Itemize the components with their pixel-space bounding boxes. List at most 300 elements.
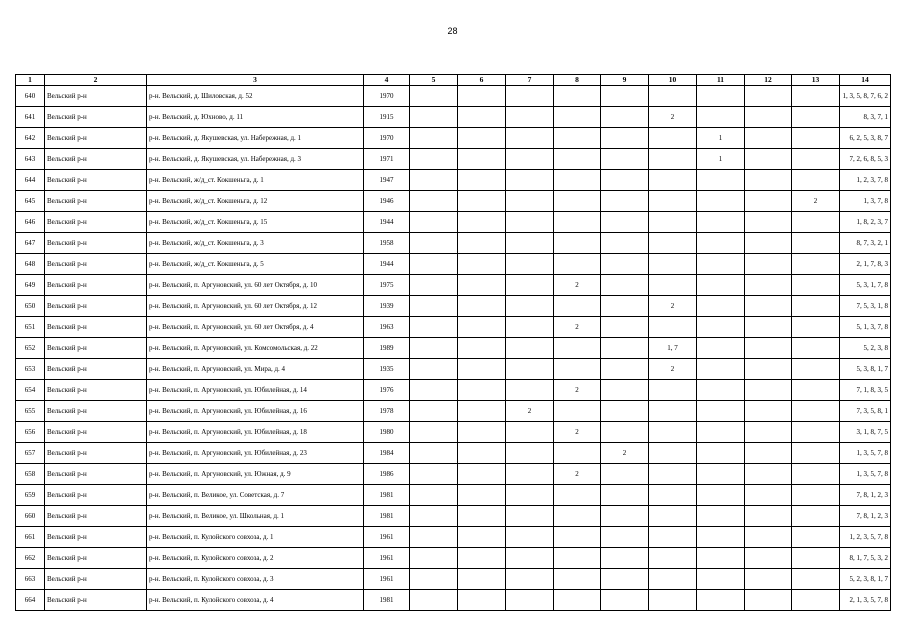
cell-col-5 xyxy=(410,149,458,170)
cell-col-10 xyxy=(649,212,697,233)
cell-district: Вельский р-н xyxy=(45,401,147,422)
cell-col-13 xyxy=(792,485,840,506)
cell-col-9 xyxy=(601,380,649,401)
cell-row-number: 664 xyxy=(16,590,45,611)
cell-district: Вельский р-н xyxy=(45,506,147,527)
cell-col-12 xyxy=(745,527,792,548)
cell-col-13 xyxy=(792,569,840,590)
cell-col-7 xyxy=(506,338,554,359)
cell-col-6 xyxy=(458,149,506,170)
cell-district: Вельский р-н xyxy=(45,86,147,107)
cell-col-13 xyxy=(792,548,840,569)
cell-year: 1970 xyxy=(364,128,410,149)
cell-row-number: 646 xyxy=(16,212,45,233)
cell-col-11 xyxy=(697,506,745,527)
cell-district: Вельский р-н xyxy=(45,527,147,548)
cell-col-12 xyxy=(745,254,792,275)
cell-col-5 xyxy=(410,485,458,506)
cell-address: р-н. Вельский, ж/д_ст. Кокшеньга, д. 5 xyxy=(147,254,364,275)
cell-col-8 xyxy=(554,485,601,506)
cell-col-5 xyxy=(410,86,458,107)
cell-col-6 xyxy=(458,107,506,128)
column-header-14: 14 xyxy=(840,75,891,86)
cell-col-13 xyxy=(792,464,840,485)
cell-col-10 xyxy=(649,254,697,275)
cell-col-6 xyxy=(458,422,506,443)
cell-district: Вельский р-н xyxy=(45,548,147,569)
cell-col-11 xyxy=(697,296,745,317)
cell-year: 1947 xyxy=(364,170,410,191)
cell-col-9 xyxy=(601,107,649,128)
cell-col-5 xyxy=(410,359,458,380)
table-body xyxy=(16,86,891,611)
cell-col-9 xyxy=(601,464,649,485)
cell-col-13 xyxy=(792,506,840,527)
table-row xyxy=(16,359,891,380)
cell-col-14: 5, 2, 3, 8 xyxy=(840,338,891,359)
cell-col-14: 2, 1, 3, 5, 7, 8 xyxy=(840,590,891,611)
cell-col-11 xyxy=(697,548,745,569)
cell-col-8 xyxy=(554,548,601,569)
cell-col-5 xyxy=(410,569,458,590)
cell-address: р-н. Вельский, п. Аргуновский, ул. 60 лет Октября, д. 10 xyxy=(147,275,364,296)
cell-row-number: 663 xyxy=(16,569,45,590)
cell-col-10 xyxy=(649,590,697,611)
cell-col-14: 7, 2, 6, 8, 5, 3 xyxy=(840,149,891,170)
cell-col-6 xyxy=(458,233,506,254)
cell-col-5 xyxy=(410,107,458,128)
cell-col-12 xyxy=(745,485,792,506)
cell-district: Вельский р-н xyxy=(45,212,147,233)
cell-col-6 xyxy=(458,170,506,191)
cell-district: Вельский р-н xyxy=(45,254,147,275)
cell-address: р-н. Вельский, п. Аргуновский, ул. 60 лет Октября, д. 4 xyxy=(147,317,364,338)
cell-col-6 xyxy=(458,128,506,149)
cell-col-9 xyxy=(601,86,649,107)
cell-col-8 xyxy=(554,212,601,233)
cell-col-8 xyxy=(554,401,601,422)
cell-col-8 xyxy=(554,107,601,128)
table-row xyxy=(16,380,891,401)
table-row xyxy=(16,317,891,338)
cell-col-11 xyxy=(697,380,745,401)
cell-col-10 xyxy=(649,317,697,338)
cell-col-13 xyxy=(792,275,840,296)
cell-address: р-н. Вельский, п. Аргуновский, ул. Юбилейная, д. 14 xyxy=(147,380,364,401)
cell-col-7 xyxy=(506,191,554,212)
cell-col-10 xyxy=(649,191,697,212)
header-row xyxy=(16,75,891,86)
cell-year: 1971 xyxy=(364,149,410,170)
cell-col-10 xyxy=(649,569,697,590)
cell-row-number: 647 xyxy=(16,233,45,254)
cell-col-14: 8, 1, 7, 5, 3, 2 xyxy=(840,548,891,569)
cell-col-7 xyxy=(506,296,554,317)
cell-year: 1980 xyxy=(364,422,410,443)
cell-col-7 xyxy=(506,443,554,464)
cell-address: р-н. Вельский, п. Аргуновский, ул. Юбилейная, д. 18 xyxy=(147,422,364,443)
cell-col-12 xyxy=(745,422,792,443)
column-header-4: 4 xyxy=(364,75,410,86)
cell-address: р-н. Вельский, п. Кулойского совхоза, д. 3 xyxy=(147,569,364,590)
cell-col-9 xyxy=(601,422,649,443)
cell-row-number: 654 xyxy=(16,380,45,401)
cell-col-11 xyxy=(697,107,745,128)
cell-col-14: 7, 1, 8, 3, 5 xyxy=(840,380,891,401)
cell-col-11 xyxy=(697,569,745,590)
cell-col-5 xyxy=(410,233,458,254)
cell-col-9 xyxy=(601,338,649,359)
cell-row-number: 652 xyxy=(16,338,45,359)
cell-col-14: 5, 1, 3, 7, 8 xyxy=(840,317,891,338)
cell-col-7: 2 xyxy=(506,401,554,422)
cell-col-9 xyxy=(601,569,649,590)
cell-col-10 xyxy=(649,149,697,170)
cell-col-5 xyxy=(410,296,458,317)
cell-col-5 xyxy=(410,275,458,296)
cell-col-11 xyxy=(697,170,745,191)
table-row xyxy=(16,338,891,359)
cell-row-number: 662 xyxy=(16,548,45,569)
table-row xyxy=(16,128,891,149)
column-header-11: 11 xyxy=(697,75,745,86)
cell-col-11 xyxy=(697,191,745,212)
cell-col-9 xyxy=(601,359,649,380)
cell-col-8 xyxy=(554,443,601,464)
cell-col-13 xyxy=(792,149,840,170)
cell-district: Вельский р-н xyxy=(45,443,147,464)
table-row xyxy=(16,590,891,611)
cell-col-9 xyxy=(601,275,649,296)
cell-address: р-н. Вельский, п. Кулойского совхоза, д. 1 xyxy=(147,527,364,548)
cell-col-11 xyxy=(697,464,745,485)
cell-col-5 xyxy=(410,401,458,422)
cell-col-8: 2 xyxy=(554,317,601,338)
cell-col-14: 2, 1, 7, 8, 3 xyxy=(840,254,891,275)
cell-col-14: 7, 3, 5, 8, 1 xyxy=(840,401,891,422)
cell-col-6 xyxy=(458,380,506,401)
cell-year: 1963 xyxy=(364,317,410,338)
cell-col-9 xyxy=(601,548,649,569)
cell-col-12 xyxy=(745,149,792,170)
cell-district: Вельский р-н xyxy=(45,191,147,212)
cell-district: Вельский р-н xyxy=(45,233,147,254)
cell-col-14: 5, 3, 8, 1, 7 xyxy=(840,359,891,380)
table-row xyxy=(16,443,891,464)
column-header-1: 1 xyxy=(16,75,45,86)
cell-col-7 xyxy=(506,380,554,401)
cell-col-5 xyxy=(410,317,458,338)
cell-address: р-н. Вельский, п. Аргуновский, ул. Южная, д. 9 xyxy=(147,464,364,485)
table-row xyxy=(16,191,891,212)
cell-row-number: 640 xyxy=(16,86,45,107)
cell-col-8 xyxy=(554,590,601,611)
cell-col-10 xyxy=(649,86,697,107)
cell-col-13 xyxy=(792,527,840,548)
table-row xyxy=(16,464,891,485)
cell-col-13: 2 xyxy=(792,191,840,212)
cell-col-11 xyxy=(697,527,745,548)
cell-col-5 xyxy=(410,191,458,212)
cell-col-10 xyxy=(649,548,697,569)
cell-col-7 xyxy=(506,170,554,191)
cell-district: Вельский р-н xyxy=(45,275,147,296)
cell-col-10 xyxy=(649,380,697,401)
cell-col-14: 8, 7, 3, 2, 1 xyxy=(840,233,891,254)
cell-col-11 xyxy=(697,443,745,464)
cell-col-12 xyxy=(745,317,792,338)
cell-col-8 xyxy=(554,296,601,317)
cell-col-10 xyxy=(649,527,697,548)
cell-year: 1981 xyxy=(364,485,410,506)
cell-row-number: 656 xyxy=(16,422,45,443)
cell-col-7 xyxy=(506,317,554,338)
cell-row-number: 653 xyxy=(16,359,45,380)
cell-col-11 xyxy=(697,338,745,359)
cell-col-12 xyxy=(745,401,792,422)
table-row xyxy=(16,233,891,254)
cell-col-13 xyxy=(792,170,840,191)
table-row xyxy=(16,548,891,569)
cell-district: Вельский р-н xyxy=(45,485,147,506)
cell-col-9 xyxy=(601,128,649,149)
cell-col-12 xyxy=(745,338,792,359)
cell-col-10 xyxy=(649,275,697,296)
cell-col-11 xyxy=(697,275,745,296)
cell-col-12 xyxy=(745,191,792,212)
cell-col-11 xyxy=(697,86,745,107)
cell-col-11 xyxy=(697,254,745,275)
cell-address: р-н. Вельский, д. Шиловская, д. 52 xyxy=(147,86,364,107)
cell-col-6 xyxy=(458,86,506,107)
cell-col-13 xyxy=(792,254,840,275)
cell-district: Вельский р-н xyxy=(45,422,147,443)
cell-col-13 xyxy=(792,359,840,380)
cell-col-12 xyxy=(745,275,792,296)
cell-col-7 xyxy=(506,254,554,275)
page-number: 28 xyxy=(447,26,458,36)
cell-col-10 xyxy=(649,422,697,443)
cell-col-5 xyxy=(410,380,458,401)
cell-col-7 xyxy=(506,86,554,107)
cell-col-12 xyxy=(745,107,792,128)
cell-district: Вельский р-н xyxy=(45,296,147,317)
cell-col-14: 8, 3, 7, 1 xyxy=(840,107,891,128)
cell-col-7 xyxy=(506,422,554,443)
cell-col-6 xyxy=(458,212,506,233)
cell-col-5 xyxy=(410,527,458,548)
cell-col-13 xyxy=(792,443,840,464)
column-header-2: 2 xyxy=(45,75,147,86)
cell-address: р-н. Вельский, д. Юхново, д. 11 xyxy=(147,107,364,128)
column-header-6: 6 xyxy=(458,75,506,86)
cell-col-9 xyxy=(601,485,649,506)
cell-address: р-н. Вельский, п. Кулойского совхоза, д. 4 xyxy=(147,590,364,611)
cell-col-13 xyxy=(792,317,840,338)
cell-col-12 xyxy=(745,233,792,254)
cell-address: р-н. Вельский, п. Аргуновский, ул. Мира, д. 4 xyxy=(147,359,364,380)
cell-col-5 xyxy=(410,464,458,485)
cell-year: 1970 xyxy=(364,86,410,107)
cell-col-14: 1, 3, 5, 7, 8 xyxy=(840,443,891,464)
cell-col-5 xyxy=(410,443,458,464)
cell-address: р-н. Вельский, п. Великое, ул. Школьная, д. 1 xyxy=(147,506,364,527)
cell-col-12 xyxy=(745,359,792,380)
cell-col-14: 1, 2, 3, 5, 7, 8 xyxy=(840,527,891,548)
cell-year: 1981 xyxy=(364,506,410,527)
table-row xyxy=(16,296,891,317)
cell-row-number: 658 xyxy=(16,464,45,485)
cell-col-6 xyxy=(458,191,506,212)
cell-col-9 xyxy=(601,506,649,527)
cell-col-10 xyxy=(649,464,697,485)
register-table xyxy=(15,74,891,611)
cell-col-11 xyxy=(697,359,745,380)
cell-col-7 xyxy=(506,107,554,128)
cell-col-14: 1, 8, 2, 3, 7 xyxy=(840,212,891,233)
table-row xyxy=(16,149,891,170)
cell-row-number: 643 xyxy=(16,149,45,170)
cell-col-14: 7, 8, 1, 2, 3 xyxy=(840,485,891,506)
cell-row-number: 642 xyxy=(16,128,45,149)
cell-col-9 xyxy=(601,191,649,212)
cell-col-5 xyxy=(410,212,458,233)
cell-row-number: 650 xyxy=(16,296,45,317)
cell-col-10: 2 xyxy=(649,296,697,317)
cell-col-11 xyxy=(697,422,745,443)
cell-address: р-н. Вельский, п. Великое, ул. Советская, д. 7 xyxy=(147,485,364,506)
cell-col-6 xyxy=(458,569,506,590)
cell-col-13 xyxy=(792,212,840,233)
column-header-5: 5 xyxy=(410,75,458,86)
table-row xyxy=(16,422,891,443)
cell-col-11: 1 xyxy=(697,149,745,170)
cell-col-9 xyxy=(601,212,649,233)
cell-col-14: 1, 3, 5, 8, 7, 6, 2 xyxy=(840,86,891,107)
cell-row-number: 645 xyxy=(16,191,45,212)
cell-year: 1961 xyxy=(364,527,410,548)
cell-year: 1946 xyxy=(364,191,410,212)
cell-col-9 xyxy=(601,590,649,611)
cell-col-5 xyxy=(410,506,458,527)
table-row xyxy=(16,254,891,275)
cell-row-number: 651 xyxy=(16,317,45,338)
cell-col-9 xyxy=(601,233,649,254)
cell-address: р-н. Вельский, ж/д_ст. Кокшеньга, д. 15 xyxy=(147,212,364,233)
cell-district: Вельский р-н xyxy=(45,128,147,149)
cell-col-6 xyxy=(458,338,506,359)
cell-col-9 xyxy=(601,317,649,338)
cell-col-12 xyxy=(745,170,792,191)
cell-col-12 xyxy=(745,548,792,569)
cell-col-6 xyxy=(458,506,506,527)
column-header-3: 3 xyxy=(147,75,364,86)
cell-col-5 xyxy=(410,590,458,611)
cell-district: Вельский р-н xyxy=(45,338,147,359)
table-row xyxy=(16,107,891,128)
cell-col-7 xyxy=(506,212,554,233)
cell-col-9 xyxy=(601,170,649,191)
cell-col-14: 7, 5, 3, 1, 8 xyxy=(840,296,891,317)
table-row xyxy=(16,485,891,506)
cell-col-7 xyxy=(506,275,554,296)
cell-col-9 xyxy=(601,527,649,548)
column-header-7: 7 xyxy=(506,75,554,86)
table-row xyxy=(16,275,891,296)
cell-col-8 xyxy=(554,149,601,170)
cell-col-14: 3, 1, 8, 7, 5 xyxy=(840,422,891,443)
cell-col-6 xyxy=(458,359,506,380)
cell-col-13 xyxy=(792,296,840,317)
cell-col-7 xyxy=(506,128,554,149)
cell-col-9 xyxy=(601,254,649,275)
table-row xyxy=(16,86,891,107)
cell-address: р-н. Вельский, п. Аргуновский, ул. Юбилейная, д. 16 xyxy=(147,401,364,422)
cell-col-10 xyxy=(649,485,697,506)
cell-col-11 xyxy=(697,212,745,233)
cell-year: 1935 xyxy=(364,359,410,380)
cell-col-13 xyxy=(792,128,840,149)
cell-row-number: 649 xyxy=(16,275,45,296)
cell-col-8: 2 xyxy=(554,422,601,443)
cell-col-7 xyxy=(506,590,554,611)
cell-year: 1989 xyxy=(364,338,410,359)
cell-col-12 xyxy=(745,86,792,107)
cell-year: 1976 xyxy=(364,380,410,401)
cell-col-12 xyxy=(745,296,792,317)
cell-row-number: 655 xyxy=(16,401,45,422)
table-row xyxy=(16,401,891,422)
cell-address: р-н. Вельский, п. Аргуновский, ул. Юбилейная, д. 23 xyxy=(147,443,364,464)
cell-col-10: 2 xyxy=(649,107,697,128)
cell-address: р-н. Вельский, д. Якушевская, ул. Набережная, д. 1 xyxy=(147,128,364,149)
cell-year: 1984 xyxy=(364,443,410,464)
cell-col-6 xyxy=(458,254,506,275)
cell-address: р-н. Вельский, ж/д_ст. Кокшеньга, д. 3 xyxy=(147,233,364,254)
cell-col-6 xyxy=(458,443,506,464)
cell-col-6 xyxy=(458,464,506,485)
cell-row-number: 661 xyxy=(16,527,45,548)
cell-col-8 xyxy=(554,128,601,149)
cell-col-6 xyxy=(458,317,506,338)
cell-col-7 xyxy=(506,548,554,569)
cell-address: р-н. Вельский, п. Аргуновский, ул. 60 лет Октября, д. 12 xyxy=(147,296,364,317)
cell-row-number: 641 xyxy=(16,107,45,128)
cell-col-8 xyxy=(554,338,601,359)
cell-col-12 xyxy=(745,506,792,527)
cell-col-10 xyxy=(649,506,697,527)
cell-district: Вельский р-н xyxy=(45,107,147,128)
cell-col-7 xyxy=(506,527,554,548)
cell-district: Вельский р-н xyxy=(45,590,147,611)
cell-year: 1944 xyxy=(364,254,410,275)
cell-col-13 xyxy=(792,380,840,401)
cell-col-11 xyxy=(697,590,745,611)
cell-year: 1961 xyxy=(364,569,410,590)
cell-col-8 xyxy=(554,86,601,107)
cell-district: Вельский р-н xyxy=(45,359,147,380)
cell-col-5 xyxy=(410,170,458,191)
cell-col-11 xyxy=(697,233,745,254)
cell-col-8 xyxy=(554,569,601,590)
cell-year: 1978 xyxy=(364,401,410,422)
cell-row-number: 659 xyxy=(16,485,45,506)
cell-row-number: 657 xyxy=(16,443,45,464)
cell-col-7 xyxy=(506,233,554,254)
table-row xyxy=(16,212,891,233)
cell-col-6 xyxy=(458,527,506,548)
cell-col-9 xyxy=(601,296,649,317)
